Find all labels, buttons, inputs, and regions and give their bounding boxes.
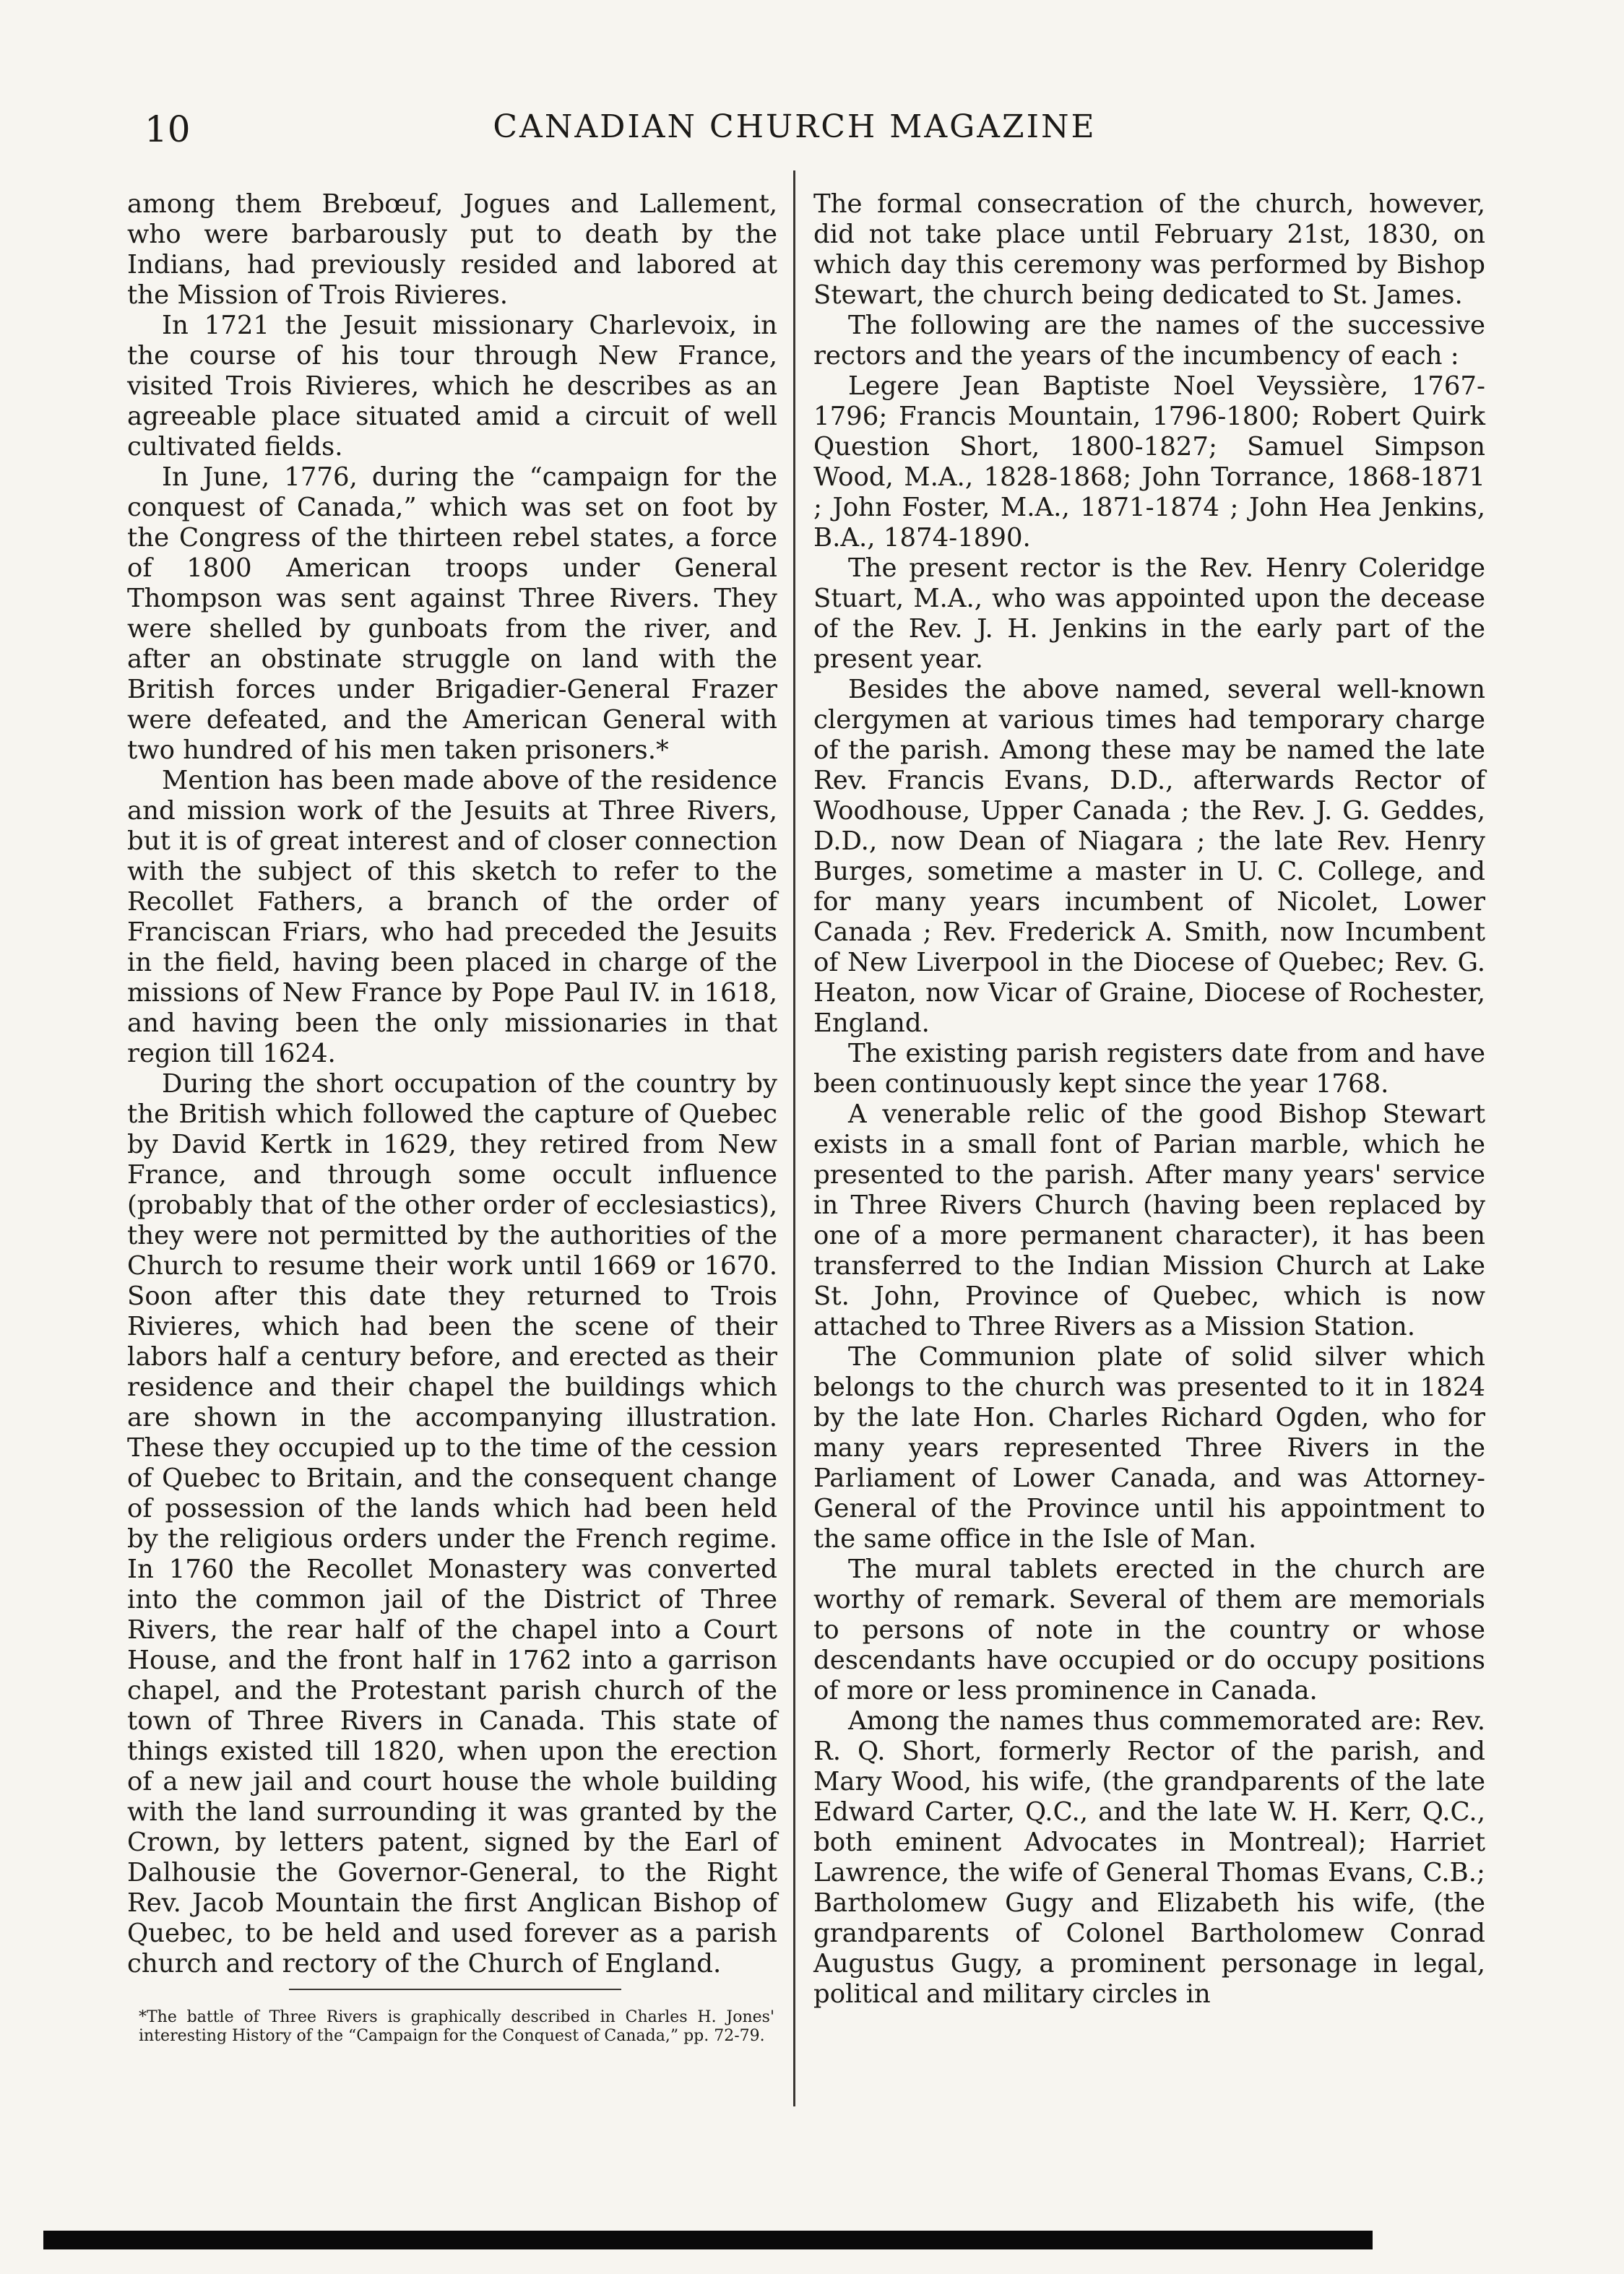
bottom-scan-bar bbox=[43, 2231, 1373, 2249]
column-divider bbox=[793, 170, 795, 2106]
footnote-rule bbox=[289, 1989, 621, 1990]
paragraph: Among the names thus commemorated are: Rev. R. Q. Short, formerly Rector of the parish, and Mary Wood, his wife, (the grandparents of the late Edward Carter, Q.C., and the late W. H. Kerr, Q.C., both eminent Advocates in Montreal); Harriet Lawrence, the wife of General Thomas Evans, C.B.; Bartholomew Gugy and Elizabeth his wife, (the grandparents of Colonel Bartholomew Conrad Augustus Gugy, a prominent personage in legal, political and military circles in bbox=[813, 1706, 1485, 2009]
paragraph: The Communion plate of solid silver which belongs to the church was presented to it in 1824 by the late Hon. Charles Richard Ogden, who for many years represented Three Rivers in the Parliament of Lower Canada, and was Attorney-General of the Province until his appointment to the same office in the Isle of Man. bbox=[813, 1342, 1485, 1554]
paragraph: During the short occupation of the country by the British which followed the capture of Quebec by David Kertk in 1629, they retired from New France, and through some occult influence (probably that of the other order of ecclesiastics), they were not permitted by the authorities of the Church to resume their work until 1669 or 1670. Soon after this date they returned to Trois Rivieres, which had been the scene of their labors half a century before, and erected as their residence and their chapel the buildings which are shown in the accompanying illustration. These they occupied up to the time of the cession of Quebec to Britain, and the consequent change of possession of the lands which had been held by the religious orders under the French regime. In 1760 the Recollet Monastery was converted into the common jail of the District of Three Rivers, the rear half of the chapel into a Court House, and the front half in 1762 into a garrison chapel, and the Protestant parish church of the town of Three Rivers in Canada. This state of things existed till 1820, when upon the erection of a new jail and court house the whole building with the land surrounding it was granted by the Crown, by letters patent, signed by the Earl of Dalhousie the Governor-General, to the Right Rev. Jacob Mountain the first Anglican Bishop of Quebec, to be held and used forever as a parish church and rectory of the Church of England. bbox=[127, 1069, 777, 1979]
footnote: *The battle of Three Rivers is graphically described in Charles H. Jones' interesting History of the “Campaign for the Conquest of Canada,” pp. 72-79. bbox=[139, 2008, 774, 2045]
page-header bbox=[116, 108, 1474, 159]
paragraph: Mention has been made above of the residence and mission work of the Jesuits at Three Rivers, but it is of great interest and of closer connection with the subject of this sketch to refer to the Recollet Fathers, a branch of the order of Franciscan Friars, who had preceded the Jesuits in the field, having been placed in charge of the missions of New France by Pope Paul IV. in 1618, and having been the only missionaries in that region till 1624. bbox=[127, 766, 777, 1068]
paragraph: A venerable relic of the good Bishop Stewart exists in a small font of Parian marble, which he presented to the parish. After many years' service in Three Rivers Church (having been replaced by one of a more permanent character), it has been transferred to the Indian Mission Church at Lake St. John, Province of Quebec, which is now attached to Three Rivers as a Mission Station. bbox=[813, 1099, 1485, 1341]
paragraph: Legere Jean Baptiste Noel Veyssière, 1767-1796; Francis Mountain, 1796-1800; Robert Quirk Question Short, 1800-1827; Samuel Simpson Wood, M.A., 1828-1868; John Torrance, 1868-1871 ; John Foster, M.A., 1871-1874 ; John Hea Jenkins, B.A., 1874-1890. bbox=[813, 371, 1485, 553]
paragraph: among them Brebœuf, Jogues and Lallement, who were barbarously put to death by the Indians, had previously resided and labored at the Mission of Trois Rivieres. bbox=[127, 189, 777, 310]
paragraph: The mural tablets erected in the church are worthy of remark. Several of them are memorials to persons of note in the country or whose descendants have occupied or do occupy positions of more or less prominence in Canada. bbox=[813, 1555, 1485, 1706]
left-column bbox=[127, 189, 777, 1979]
right-column bbox=[813, 189, 1485, 2010]
paragraph: Besides the above named, several well-known clergymen at various times had temporary charge of the parish. Among these may be named the late Rev. Francis Evans, D.D., afterwards Rector of Woodhouse, Upper Canada ; the Rev. J. G. Geddes, D.D., now Dean of Niagara ; the late Rev. Henry Burges, sometime a master in U. C. College, and for many years incumbent of Nicolet, Lower Canada ; Rev. Frederick A. Smith, now Incumbent of New Liverpool in the Diocese of Quebec; Rev. G. Heaton, now Vicar of Graine, Diocese of Rochester, England. bbox=[813, 675, 1485, 1038]
paragraph: In June, 1776, during the “campaign for the conquest of Canada,” which was set on foot by the Congress of the thirteen rebel states, a force of 1800 American troops under General Thompson was sent against Three Rivers. They were shelled by gunboats from the river, and after an obstinate struggle on land with the British forces under Brigadier-General Frazer were defeated, and the American General with two hundred of his men taken prisoners.* bbox=[127, 462, 777, 765]
paragraph: The present rector is the Rev. Henry Coleridge Stuart, M.A., who was appointed upon the decease of the Rev. J. H. Jenkins in the early part of the present year. bbox=[813, 553, 1485, 674]
paragraph: The formal consecration of the church, however, did not take place until February 21st, 1830, on which day this ceremony was performed by Bishop Stewart, the church being dedicated to St. James. bbox=[813, 189, 1485, 310]
paragraph: The following are the names of the successive rectors and the years of the incumbency of each : bbox=[813, 311, 1485, 371]
page-number: 10 bbox=[144, 108, 191, 150]
paragraph: In 1721 the Jesuit missionary Charlevoix, in the course of his tour through New France, visited Trois Rivieres, which he describes as an agreeable place situated amid a circuit of well cultivated fields. bbox=[127, 311, 777, 462]
running-title: CANADIAN CHURCH MAGAZINE bbox=[493, 108, 1097, 145]
paragraph: The existing parish registers date from and have been continuously kept since the year 1768. bbox=[813, 1039, 1485, 1099]
